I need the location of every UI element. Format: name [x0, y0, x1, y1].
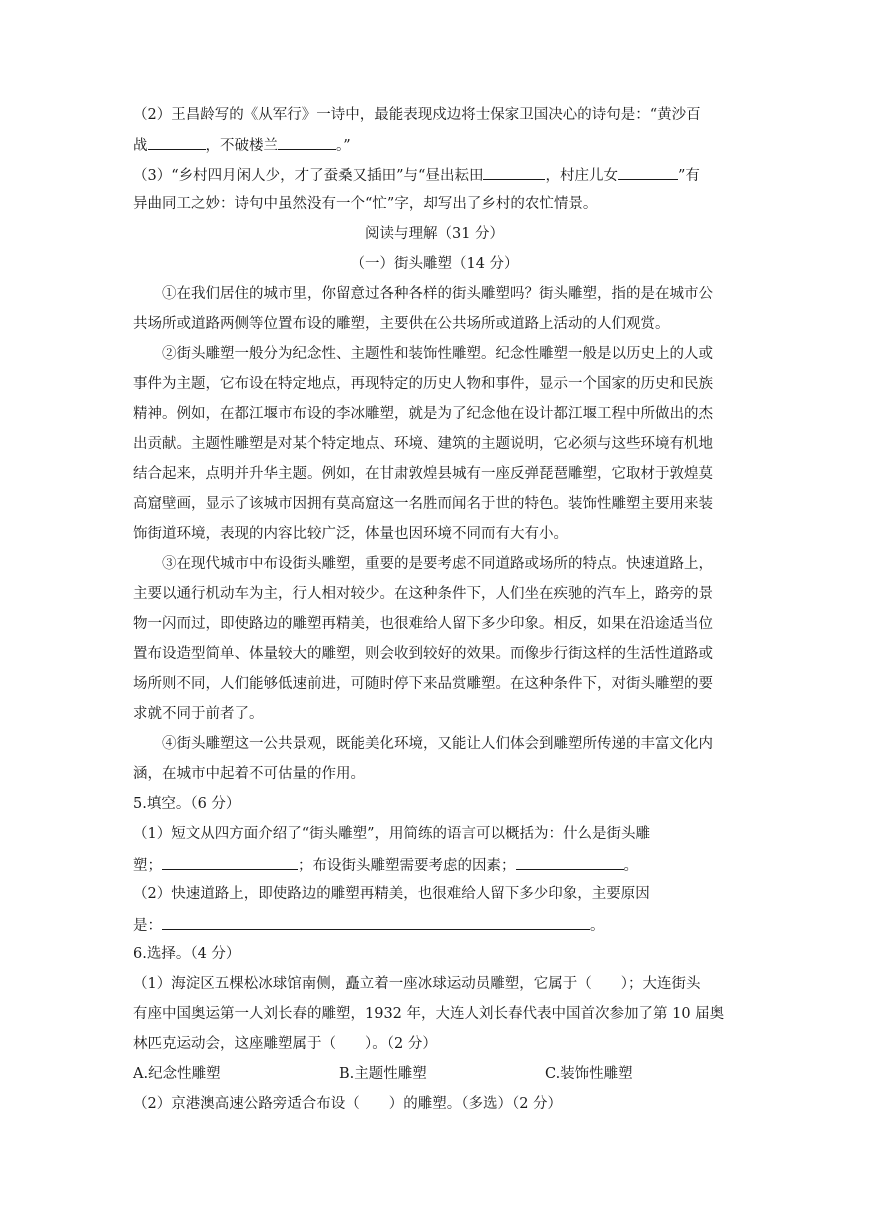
fill-item-2-line-1: （2）王昌龄写的《从军行》一诗中，最能表现戍边将士保家卫国决心的诗句是：“黄沙百: [133, 107, 701, 123]
passage-p1-line: 共场所或道路两侧等位置布设的雕塑，主要供在公共场所或道路上活动的人们观赏。: [133, 316, 670, 332]
passage-p2-line: 饰街道环境，表现的内容比较广泛，体量也因环境不同而有大有小。: [133, 526, 568, 542]
passage-p4-line: 涵，在城市中起着不可估量的作用。: [133, 766, 365, 782]
fill-item-3-line-2: 异曲同工之妙：诗句中虽然没有一个“忙”字，却写出了乡村的农忙情景。: [133, 196, 598, 212]
answer-blank[interactable]: [162, 914, 590, 930]
answer-blank[interactable]: [516, 854, 624, 870]
text: ；布设街头雕塑需要考虑的因素；: [298, 858, 516, 874]
text: ，村庄儿女: [545, 168, 618, 184]
passage-p1-line: ①在我们居住的城市里，你留意过各种各样的街头雕塑吗？街头雕塑，指的是在城市公: [162, 286, 713, 302]
answer-blank[interactable]: [148, 134, 206, 150]
text: 。: [590, 918, 605, 934]
answer-blank[interactable]: [483, 164, 545, 180]
fill-item-3-line-1: [133, 164, 743, 186]
question-5-1-line-1: （1）短文从四方面介绍了“街头雕塑”，用简练的语言可以概括为：什么是街头雕: [133, 826, 651, 842]
text: 。”: [336, 138, 351, 154]
question-6-1-line-1: （1）海淀区五棵松冰球馆南侧，矗立着一座冰球运动员雕塑，它属于（ ）；大连街头: [133, 976, 701, 992]
passage-title: （一）街头雕塑（14 分）: [350, 256, 519, 272]
question-6-1-line-3: 林匹克运动会，这座雕塑属于（ ）。（2 分）: [133, 1036, 437, 1052]
text: ，不破楼兰: [205, 138, 278, 154]
passage-p2-line: 出贡献。主题性雕塑是对某个特定地点、环境、建筑的主题说明，它必须与这些环境有机地: [133, 436, 713, 452]
passage-p2-line: 事件为主题，它布设在特定地点，再现特定的历史人物和事件，显示一个国家的历史和民族: [133, 376, 713, 392]
question-5-2-line-1: （2）快速道路上，即使路边的雕塑再精美，也很难给人留下多少印象，主要原因: [133, 886, 650, 902]
text: 是：: [133, 918, 162, 934]
answer-blank[interactable]: [162, 854, 298, 870]
question-6-2-line: （2）京港澳高速公路旁适合布设（ ）的雕塑。（多选）（2 分）: [133, 1096, 563, 1112]
passage-p3-line: 场所则不同，人们能够低速前进，可随时停下来品赏雕塑。在这种条件下，对街头雕塑的要: [133, 676, 713, 692]
text: 战: [133, 138, 148, 154]
passage-p3-line: 主要以通行机动车为主，行人相对较少。在这种条件下，人们坐在疾驰的汽车上，路旁的景: [133, 586, 713, 602]
question-5-1-line-2: [133, 854, 743, 876]
question-5-2-line-2: [133, 914, 743, 936]
question-6-1-line-2: 有座中国奥运第一人刘长春的雕塑，1932 年，大连人刘长春代表中国首次参加了第 10 届奥: [133, 1006, 725, 1022]
choice-option-a[interactable]: A.纪念性雕塑: [133, 1066, 221, 1082]
passage-p3-line: ③在现代城市中布设街头雕塑，重要的是要考虑不同道路或场所的特点。快速道路上，: [162, 556, 713, 572]
passage-p2-line: 高窟壁画，显示了该城市因拥有莫高窟这一名胜而闻名于世的特色。装饰性雕塑主要用来装: [133, 496, 713, 512]
passage-p3-line: 物一闪而过，即使路边的雕塑再精美，也很难给人留下多少印象。相反，如果在沿途适当位: [133, 616, 713, 632]
passage-p3-line: 求就不同于前者了。: [133, 706, 264, 722]
passage-p3-line: 置布设造型简单、体量较大的雕塑，则会收到较好的效果。而像步行街这样的生活性道路或: [133, 646, 713, 662]
passage-p4-line: ④街头雕塑这一公共景观，既能美化环境，又能让人们体会到雕塑所传递的丰富文化内: [162, 736, 713, 752]
section-title: 阅读与理解（31 分）: [364, 226, 505, 242]
question-6-heading: 6.选择。（4 分）: [133, 946, 241, 962]
answer-blank[interactable]: [618, 164, 678, 180]
text: 塑；: [133, 858, 162, 874]
passage-p2-line: 结合起来，点明并升华主题。例如，在甘肃敦煌县城有一座反弹琵琶雕塑，它取材于敦煌莫: [133, 466, 713, 482]
text: （3）“乡村四月闲人少，才了蚕桑又插田”与“昼出耘田: [133, 168, 484, 184]
choice-option-b[interactable]: B.主题性雕塑: [339, 1066, 427, 1082]
text: 。: [623, 858, 638, 874]
passage-p2-line: ②街头雕塑一般分为纪念性、主题性和装饰性雕塑。纪念性雕塑一般是以历史上的人或: [162, 346, 713, 362]
question-5-heading: 5.填空。（6 分）: [133, 796, 241, 812]
fill-item-2-line-2: [133, 134, 743, 156]
answer-blank[interactable]: [278, 134, 336, 150]
text: ”有: [677, 168, 700, 184]
choice-option-c[interactable]: C.装饰性雕塑: [545, 1066, 633, 1082]
passage-p2-line: 精神。例如，在都江堰市布设的李冰雕塑，就是为了纪念他在设计都江堰工程中所做出的杰: [133, 406, 713, 422]
